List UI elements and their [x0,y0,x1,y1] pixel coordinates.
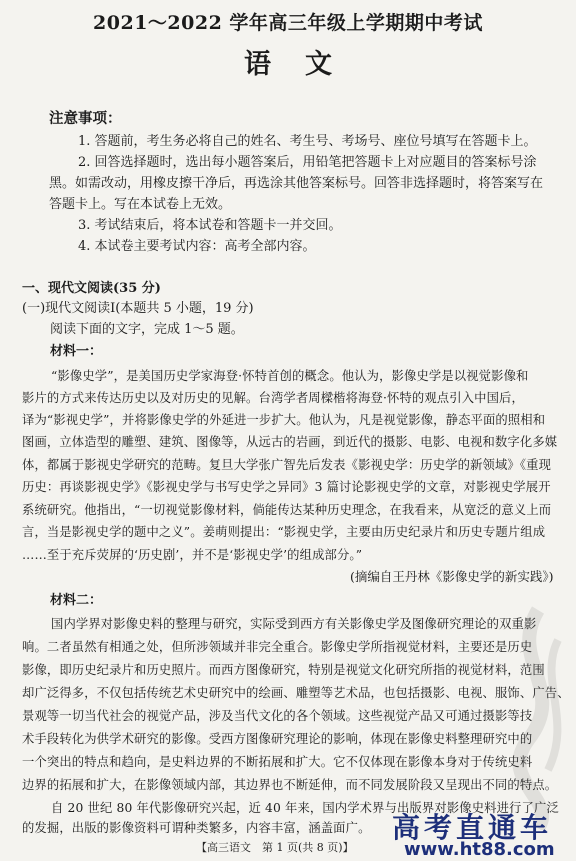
notice-heading: 注意事项： [49,110,122,127]
page-footer: 【高三语文 第 1 页(共 8 页)】 [196,841,354,854]
notice-line: 黑。如需改动，用橡皮擦干净后，再选涂其他答案标号。回答非选择题时，将答案写在 [49,176,544,191]
subject-title: 语文 [244,49,366,80]
material2-line: 自 20 世纪 80 年代影像研究兴起，近 40 年来，国内学术界与出版界对影像史料进行了广泛 [51,801,559,815]
material1-line: 言，当是影视史学的题中之义”。姜萌则提出：“影视史学，主要由历史纪录片和历史专题片组成 [22,525,546,539]
material2-line: 国内学界对影像史料的整理与研究，实际受到西方有关影像史学及图像研究理论的双重影 [51,617,537,631]
notice-line: 2. 回答选择题时，选出每小题答案后，用铅笔把答题卡上对应题目的答案标号涂 [78,155,537,170]
site-watermark-url: www.ht88.com [404,839,555,860]
site-watermark-name: 高考直通车 [392,811,553,844]
notice-line: 答题卡上。写在本试卷上无效。 [49,197,232,212]
material2-line: 术手段转化为供学术研究的影像。受西方图像研究理论的影响，体现在影像史料整理研究中的 [22,732,533,746]
section-heading: 一、现代文阅读(35 分) [22,281,161,296]
material2-line: 边界的拓展和扩大，在影像领域内部，其边界也不断延伸，而不同发展阶段又呈现出不同的特点。 [22,778,558,792]
material2-line: 一个突出的特点和趋向，是史料边界的不断拓展和扩大。它不仅体现在影像本身对于传统史料 [22,755,533,769]
material1-line: “影像史学”，是美国历史学家海登·怀特首创的概念。他认为，影像史学是以视觉影像和 [51,369,529,383]
decorative-watermark [478,600,576,830]
material2-line: 景观等一切当代社会的视觉产品，涉及当代文化的各个领域。这些视觉产品又可通过摄影等技 [22,709,533,723]
notice-line: 4. 本试卷主要考试内容：高考全部内容。 [78,239,316,254]
material1-line: 图画，立体造型的雕塑、建筑、图像等，从远古的岩画，到近代的摄影、电影、电视和数字化多媒 [22,435,558,449]
material1-line: 影片的方式来传达历史以及对历史的见解。台湾学者周樑楷将海登·怀特的观点引入中国后， [22,391,524,405]
material2-line: 影像，即历史纪录片和历史照片。而西方图像研究，特别是视觉文化研究所指的视觉材料，范围 [22,663,545,677]
exam-title: 2021～2022 学年高三年级上学期期中考试 [93,12,483,34]
material2-label: 材料二： [50,593,103,608]
material1-label: 材料一： [50,344,103,359]
material2-line: 的发掘，出版的影像资料可谓种类繁多，内容丰富，涵盖面广。 [22,821,371,835]
material2-line: 响。二者虽然有相通之处，但所涉领域并非完全重合。影像史学所指视觉材料，主要还是历史 [22,640,533,654]
material1-line: 系统研究。他指出，“一切视觉影像材料，倘能传达某种历史理念，在我看来，从宽泛的意义上而 [22,503,552,517]
notice-line: 1. 答题前，考生务必将自己的姓名、考生号、考场号、座位号填写在答题卡上。 [78,134,537,149]
subsection-heading: (一)现代文阅读Ⅰ(本题共 5 小题，19 分) [22,301,254,316]
material2-line: 却广泛得多，不仅包括传统艺术史研究中的绘画、雕塑等艺术品，也包括摄影、电视、服饰、广告、 [22,686,570,700]
material1-line: 体，都属于影视史学研究的范畴。复旦大学张广智先后发表《影视史学：历史学的新领域》《重现 [22,458,552,472]
material1-line: 译为“影视史学”，并将影像史学的外延进一步扩大。他认为，凡是视觉影像，静态平面的照相和 [22,413,546,427]
material1-source: (摘编自王丹林《影像史学的新实践》) [350,569,554,584]
material1-line: ……至于充斥荧屏的‘历史剧’，并不是‘影视史学’的组成部分。” [22,548,363,562]
reading-instruction: 阅读下面的文字，完成 1～5 题。 [50,322,244,337]
material1-line: 历史：再谈影视史学》《影视史学与书写史学之异同》3 篇讨论影视史学的文章，对影视史学展开 [22,480,551,494]
notice-line: 3. 考试结束后，将本试卷和答题卡一并交回。 [78,218,342,233]
